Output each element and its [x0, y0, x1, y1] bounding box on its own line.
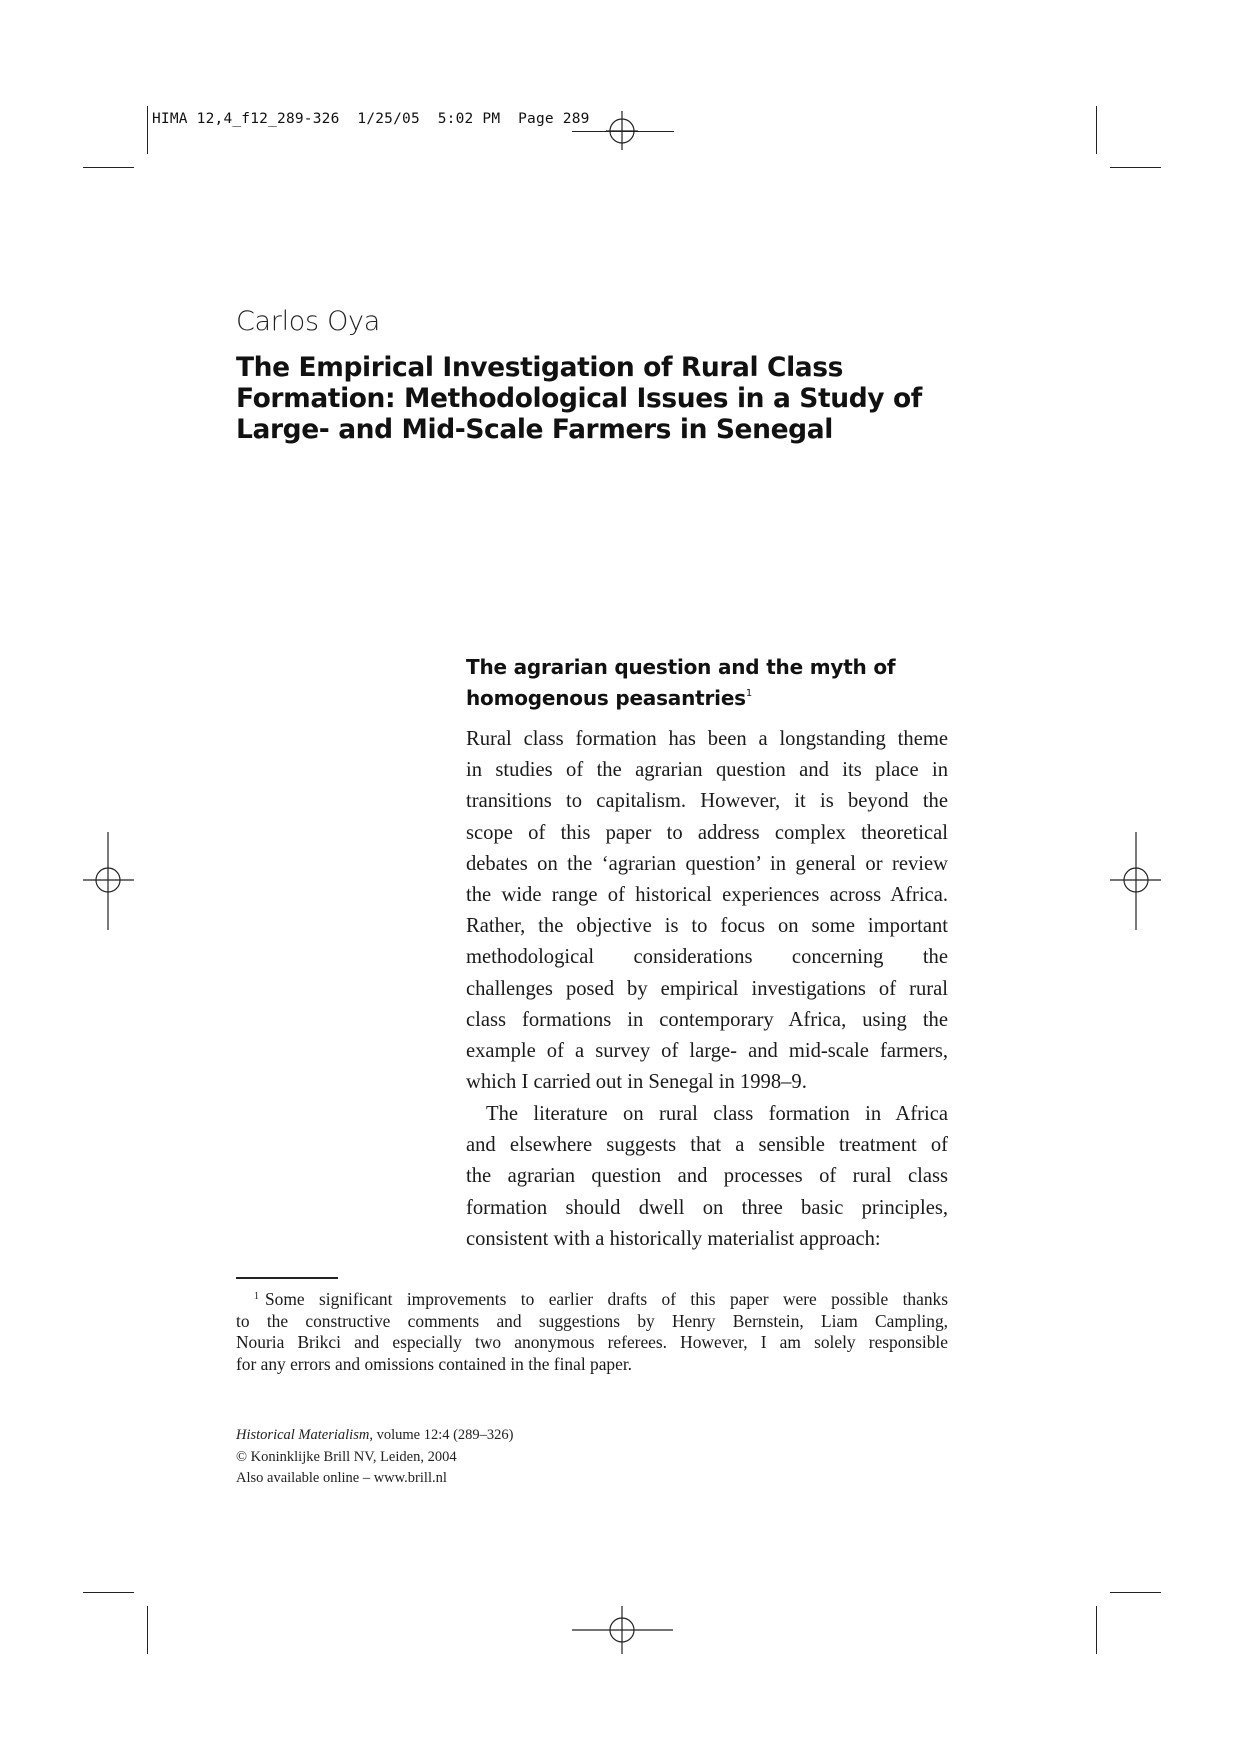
journal-citation — [236, 1425, 514, 1447]
copyright-line: © Koninklijke Brill NV, Leiden, 2004 — [236, 1448, 457, 1465]
text-line: Rather, the objective is to focus on some important — [466, 915, 948, 938]
section-heading-line: The agrarian question and the myth of — [466, 655, 896, 679]
footnote-line: to the constructive comments and suggestions by Henry Bernstein, Liam Campling, — [236, 1310, 948, 1331]
registration-mark-right-icon — [1110, 832, 1161, 930]
text-line: Rural class formation has been a longstanding theme — [466, 728, 948, 750]
text-line: debates on the ‘agrarian question’ in general or review — [466, 852, 948, 875]
journal-volume: , volume 12:4 (289–326) — [369, 1427, 514, 1443]
crop-mark-top-left-vertical — [147, 106, 148, 154]
footnote-line: for any errors and omissions contained in the final paper. — [236, 1353, 633, 1374]
footnote-reference[interactable]: 1 — [745, 688, 753, 699]
section-heading-line — [466, 683, 956, 714]
text-line: in studies of the agrarian question and its place in — [466, 759, 948, 782]
crop-mark-bottom-right-horizontal — [1110, 1592, 1161, 1593]
footnote — [236, 1289, 948, 1375]
text-line: consistent with a historically materialist approach: — [466, 1227, 881, 1250]
crop-mark-top-right-horizontal — [1110, 167, 1161, 168]
title-line: Large- and Mid-Scale Farmers in Senegal — [236, 414, 833, 445]
crop-mark-bottom-left-vertical — [147, 1606, 148, 1654]
slug-underline — [572, 131, 674, 132]
text-line: example of a survey of large- and mid-scale farmers, — [466, 1040, 948, 1063]
footnote-marker: 1 — [254, 1291, 259, 1302]
section-heading — [466, 652, 956, 714]
footnote-text: Some significant improvements to earlier drafts of this paper were possible thanks — [265, 1289, 948, 1309]
text-line: formation should dwell on three basic principles, — [466, 1196, 948, 1219]
text-line: which I carried out in Senegal in 1998–9. — [466, 1071, 807, 1094]
article-title — [236, 352, 936, 445]
text-line: challenges posed by empirical investigations of rural — [466, 977, 948, 1000]
text-line: methodological considerations concerning the — [466, 946, 948, 969]
paragraph-2 — [466, 1099, 948, 1255]
registration-mark-left-icon — [83, 832, 134, 930]
text-line: transitions to capitalism. However, it is beyond the — [466, 790, 948, 813]
journal-info — [236, 1425, 514, 1490]
text-line: the agrarian question and processes of rural class — [466, 1165, 948, 1188]
journal-name: Historical Materialism — [236, 1427, 370, 1443]
text-line: The literature on rural class formation in Africa — [486, 1103, 948, 1125]
text-line: class formations in contemporary Africa, using the — [466, 1008, 948, 1031]
paragraph-1 — [466, 724, 948, 1098]
title-line: Formation: Methodological Issues in a Study of — [236, 383, 922, 414]
footnote-line: Nouria Brikci and especially two anonymous referees. However, I am solely responsible — [236, 1332, 948, 1353]
text-line: the wide range of historical experiences across Africa. — [466, 884, 948, 907]
author-name: Carlos Oya — [236, 306, 380, 337]
section-heading-text: homogenous peasantries — [466, 686, 746, 710]
text-line: scope of this paper to address complex theoretical — [466, 821, 948, 844]
crop-mark-bottom-right-vertical — [1096, 1606, 1097, 1654]
title-line: The Empirical Investigation of Rural Class — [236, 352, 844, 383]
crop-mark-top-left-horizontal — [83, 167, 134, 168]
crop-mark-bottom-left-horizontal — [83, 1592, 134, 1593]
printer-slug: HIMA 12,4_f12_289-326 1/25/05 5:02 PM Page 289 — [152, 111, 590, 127]
text-line: and elsewhere suggests that a sensible treatment of — [466, 1134, 948, 1157]
footnote-line — [236, 1289, 948, 1311]
crop-mark-top-right-vertical — [1096, 106, 1097, 154]
registration-mark-bottom-icon — [572, 1606, 673, 1654]
online-availability[interactable]: Also available online – www.brill.nl — [236, 1470, 447, 1486]
footnote-rule — [236, 1277, 338, 1279]
